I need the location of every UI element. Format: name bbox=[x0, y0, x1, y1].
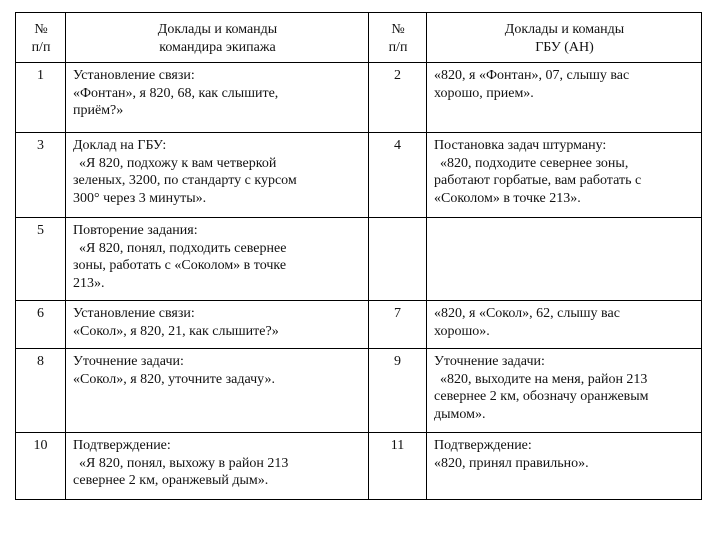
cell-line: 300° через 3 минуты». bbox=[73, 190, 207, 206]
cell-line: Установление связи: bbox=[73, 68, 195, 83]
cell-line: севернее 2 км, обозначу оранжевым bbox=[434, 389, 649, 404]
row-number: 4 bbox=[369, 133, 427, 218]
header-text: ГБУ (АН) bbox=[535, 39, 594, 55]
gbu-cell-empty bbox=[427, 218, 702, 301]
row-number: 9 bbox=[369, 349, 427, 433]
table-row bbox=[16, 133, 702, 218]
cell-line: Уточнение задачи: bbox=[434, 354, 545, 369]
commander-cell bbox=[66, 349, 369, 433]
cell-line: работают горбатые, вам работать с bbox=[434, 173, 642, 188]
table-header-row bbox=[16, 13, 702, 63]
cell-line: Подтверждение: bbox=[434, 438, 532, 453]
header-text: п/п bbox=[31, 39, 51, 55]
row-number: 7 bbox=[369, 301, 427, 349]
row-number: 5 bbox=[16, 218, 66, 301]
cell-line: «820, я «Сокол», 62, слышу вас bbox=[434, 306, 620, 321]
cell-line: Повторение задания: bbox=[73, 223, 198, 238]
commander-cell bbox=[66, 433, 369, 500]
cell-line: дымом». bbox=[434, 406, 486, 422]
row-number: 6 bbox=[16, 301, 66, 349]
table-row bbox=[16, 301, 702, 349]
cell-line: Постановка задач штурману: bbox=[434, 138, 607, 153]
cell-line: зеленых, 3200, по стандарту с курсом bbox=[73, 173, 297, 188]
header-text: № bbox=[34, 22, 48, 37]
commander-cell bbox=[66, 301, 369, 349]
cell-line: «820, выходите на меня, район 213 bbox=[440, 371, 648, 387]
cell-line: хорошо, прием». bbox=[434, 85, 534, 101]
commander-cell bbox=[66, 218, 369, 301]
commander-cell bbox=[66, 63, 369, 133]
header-number-right bbox=[369, 13, 427, 63]
gbu-cell bbox=[427, 63, 702, 133]
cell-line: приём?» bbox=[73, 103, 124, 118]
header-text: п/п bbox=[388, 39, 408, 55]
cell-line: Установление связи: bbox=[73, 306, 195, 321]
cell-line: 213». bbox=[73, 275, 105, 291]
table-row bbox=[16, 218, 702, 301]
cell-line: «Сокол», я 820, уточните задачу». bbox=[73, 371, 276, 387]
row-number: 8 bbox=[16, 349, 66, 433]
commander-cell bbox=[66, 133, 369, 218]
header-text: Доклады и команды bbox=[504, 22, 625, 37]
header-gbu-reports bbox=[427, 13, 702, 63]
table-row bbox=[16, 433, 702, 500]
row-number: 3 bbox=[16, 133, 66, 218]
row-number: 1 bbox=[16, 63, 66, 133]
cell-line: «Соколом» в точке 213». bbox=[434, 190, 581, 206]
header-commander-reports bbox=[66, 13, 369, 63]
header-text: № bbox=[391, 22, 405, 37]
cell-line: севернее 2 км, оранжевый дым». bbox=[73, 473, 269, 488]
header-number-left bbox=[16, 13, 66, 63]
cell-line: «820, я «Фонтан», 07, слышу вас bbox=[434, 68, 630, 83]
cell-line: Уточнение задачи: bbox=[73, 354, 184, 369]
cell-line: «Фонтан», я 820, 68, как слышите, bbox=[73, 85, 279, 101]
radio-exchange-table bbox=[15, 12, 702, 500]
header-text: командира экипажа bbox=[159, 39, 276, 55]
gbu-cell bbox=[427, 433, 702, 500]
row-number-empty bbox=[369, 218, 427, 301]
cell-line: Подтверждение: bbox=[73, 438, 171, 453]
gbu-cell bbox=[427, 301, 702, 349]
cell-line: хорошо». bbox=[434, 323, 490, 339]
table-row bbox=[16, 63, 702, 133]
gbu-cell bbox=[427, 349, 702, 433]
cell-line: Доклад на ГБУ: bbox=[73, 138, 167, 153]
cell-line: «Я 820, подхожу к вам четверкой bbox=[79, 155, 277, 171]
row-number: 10 bbox=[16, 433, 66, 500]
table-row bbox=[16, 349, 702, 433]
row-number: 2 bbox=[369, 63, 427, 133]
cell-line: «Сокол», я 820, 21, как слышите?» bbox=[73, 323, 279, 339]
header-text: Доклады и команды bbox=[157, 22, 278, 37]
cell-line: «820, принял правильно». bbox=[434, 455, 589, 471]
row-number: 11 bbox=[369, 433, 427, 500]
cell-line: зоны, работать с «Соколом» в точке bbox=[73, 258, 287, 273]
gbu-cell bbox=[427, 133, 702, 218]
cell-line: «Я 820, понял, выхожу в район 213 bbox=[79, 455, 289, 471]
cell-line: «Я 820, понял, подходить севернее bbox=[79, 240, 287, 256]
cell-line: «820, подходите севернее зоны, bbox=[440, 155, 629, 171]
